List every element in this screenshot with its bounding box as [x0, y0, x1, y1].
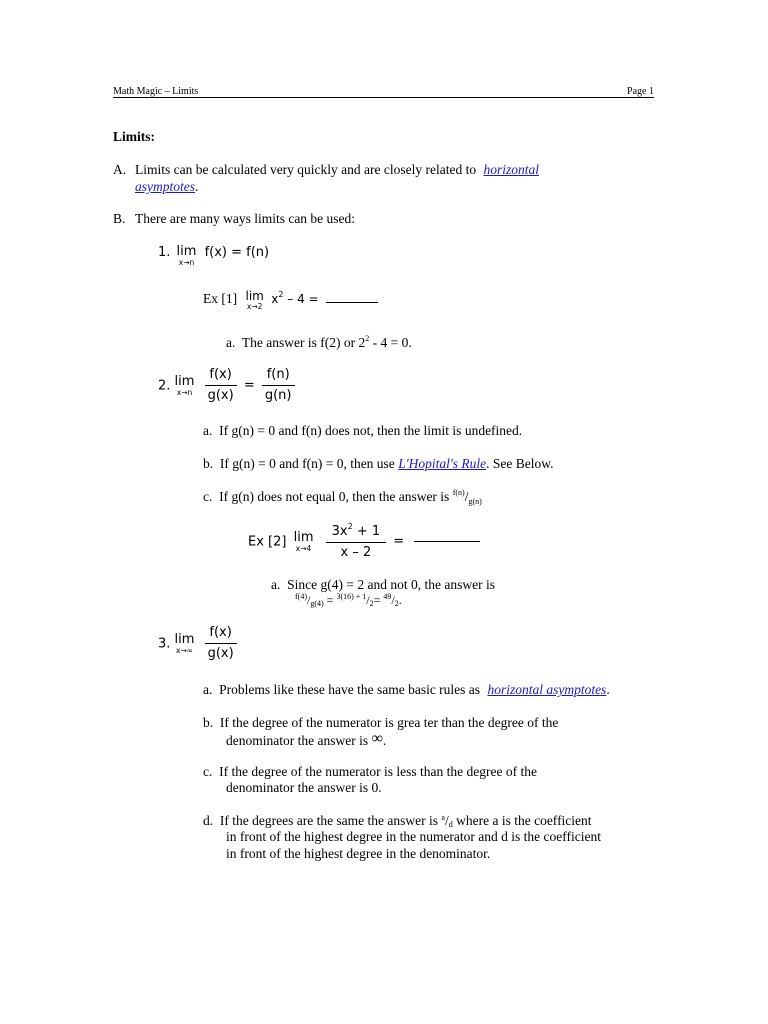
- example2-label: Ex [2]: [248, 534, 287, 550]
- item2-b-text2: . See Below.: [486, 456, 554, 471]
- example2-plus1: + 1: [352, 524, 381, 539]
- item2-denominator: g(x): [207, 388, 234, 404]
- item2-c: [203, 488, 482, 506]
- section-a-marker: A.: [113, 162, 127, 177]
- item2-lim-sub: x→n: [176, 388, 193, 397]
- item1-lim: lim: [176, 244, 197, 259]
- item3-lim-sub: x→∞: [176, 646, 193, 655]
- example1-x: x: [271, 292, 279, 306]
- item3-d-marker: d.: [203, 813, 214, 828]
- item3-b-line1: [203, 715, 558, 731]
- item2-c-slash: /: [464, 489, 469, 504]
- item2-b-marker: b.: [203, 456, 214, 471]
- example1-rest: – 4 =: [287, 292, 319, 306]
- item1-lim-sub: x→n: [178, 258, 195, 267]
- item3-d-line1: [203, 813, 592, 829]
- item2-numerator: f(x): [205, 367, 237, 386]
- item2-a-marker: a.: [203, 423, 213, 438]
- item3-b-period: .: [382, 733, 387, 748]
- item2-a: [203, 423, 522, 439]
- item1-a-marker: a.: [226, 335, 236, 350]
- section-a-text: Limits can be calculated very quickly and are closely related to: [135, 162, 477, 177]
- item1-number: 1.: [158, 245, 171, 260]
- item3-d-slash: /: [444, 813, 449, 828]
- item2-formula: [158, 367, 295, 405]
- page-number: Page 1: [627, 86, 654, 97]
- item2-numerator-n: f(n): [262, 367, 295, 386]
- horizontal-asymptotes-link[interactable]: horizontal: [483, 162, 539, 177]
- item3-a: [203, 682, 610, 698]
- example2-equals: =: [393, 534, 405, 550]
- item3-c-line2: denominator the answer is 0.: [226, 780, 382, 795]
- item2-c-gn: g(n): [468, 497, 482, 506]
- item3-c-marker: c.: [203, 764, 213, 779]
- item2-equals: =: [243, 378, 255, 394]
- item3-number: 3.: [158, 636, 171, 652]
- asymptotes-link[interactable]: asymptotes: [135, 179, 195, 194]
- example2-blank: [414, 541, 480, 542]
- example2-period: .: [398, 593, 402, 607]
- infinity-symbol: ∞: [371, 730, 383, 747]
- lhopital-rule-link[interactable]: L'Hopital's Rule: [398, 456, 487, 471]
- example2-a-line1: [271, 577, 495, 593]
- item3-denominator: g(x): [207, 646, 234, 662]
- item3-a-period: .: [606, 682, 610, 697]
- header-title: Math Magic – Limits: [113, 86, 199, 97]
- item3-a-marker: a.: [203, 682, 213, 697]
- example2-two2: 2: [394, 599, 399, 608]
- example2-eq2: =: [373, 593, 381, 607]
- horizontal-asymptotes-link-2[interactable]: horizontal asymptotes: [487, 682, 607, 697]
- item3-b-text2: denominator the answer is: [226, 733, 369, 748]
- item3-d-d: d: [448, 820, 453, 829]
- section-b-marker: B.: [113, 211, 126, 226]
- example2-f4: f(4): [295, 592, 307, 601]
- item2-denominator-n: g(n): [264, 388, 292, 404]
- example2-a-text: Since g(4) = 2 and not 0, the answer is: [287, 577, 495, 592]
- example1-label: Ex [1]: [203, 291, 238, 306]
- item2-b: [203, 456, 553, 472]
- item3-c-text: If the degree of the numerator is less than the degree of the: [219, 764, 537, 779]
- example1: [203, 290, 378, 311]
- item3-b-marker: b.: [203, 715, 214, 730]
- example2-3x: 3x: [331, 524, 348, 539]
- section-heading: Limits:: [113, 129, 155, 144]
- item2-c-marker: c.: [203, 489, 213, 504]
- example1-exponent: 2: [278, 290, 284, 299]
- example1-blank: [326, 302, 378, 303]
- example1-lim: lim: [245, 289, 264, 303]
- example2-denominator: x – 2: [340, 545, 372, 561]
- item3-numerator: f(x): [205, 625, 237, 644]
- item3-d-line2: in front of the highest degree in the numerator and d is the coefficient: [226, 829, 602, 844]
- item2-b-text: If g(n) = 0 and f(n) = 0, then use: [219, 456, 395, 471]
- item3-d-a: a: [441, 813, 445, 822]
- item3-d-text: If the degrees are the same the answer is: [219, 813, 439, 828]
- item3-d-text2: where a is the coefficient: [456, 813, 592, 828]
- example2-g4: g(4): [310, 599, 324, 608]
- example1-lim-sub: x→2: [246, 302, 263, 311]
- example2-49: 49: [383, 592, 392, 601]
- section-a-line2: [135, 179, 198, 195]
- item1-expr: f(x) = f(n): [204, 245, 270, 260]
- item1-a-text: The answer is f(2) or 2: [241, 335, 366, 350]
- item2-lim: lim: [174, 374, 195, 389]
- example2-lim-sub: x→4: [295, 544, 312, 553]
- item2-c-fn: f(n): [452, 488, 465, 497]
- example2-numerator: 3(16) + 1: [336, 592, 367, 601]
- item1-formula: [158, 245, 269, 267]
- item3-lim: lim: [174, 632, 195, 647]
- item1-a-exponent: 2: [365, 334, 370, 343]
- header-rule: [113, 97, 654, 98]
- item3-d-line3: in front of the highest degree in the denominator.: [226, 846, 491, 861]
- example2-a-marker: a.: [271, 577, 281, 592]
- item3-a-text: Problems like these have the same basic rules as: [219, 682, 481, 697]
- item2-c-text: If g(n) does not equal 0, then the answer is: [219, 489, 450, 504]
- item3-b-line2: [226, 732, 386, 750]
- example2-exponent: 2: [347, 522, 353, 531]
- example2-eq1: =: [326, 593, 334, 607]
- section-a-period: .: [195, 179, 199, 194]
- example2-two: 2: [369, 599, 374, 608]
- item1-a: [226, 334, 412, 351]
- item1-a-text2: - 4 = 0.: [372, 335, 412, 350]
- item2-a-text: If g(n) = 0 and f(n) does not, then the limit is undefined.: [219, 423, 523, 438]
- section-a-line1: [135, 162, 539, 178]
- section-b-text: There are many ways limits can be used:: [135, 211, 356, 226]
- item2-number: 2.: [158, 378, 171, 394]
- example2-a-line2: $^{f(4)}$/g(4) = $^{3(16) + 1}$/2= $^{49}$/2.: [295, 592, 402, 608]
- item3-c-line1: [203, 764, 537, 780]
- item3-formula: [158, 625, 237, 663]
- item3-b-text: If the degree of the numerator is grea ter than the degree of the: [219, 715, 559, 730]
- example2: [248, 522, 480, 562]
- example2-lim: lim: [293, 530, 314, 545]
